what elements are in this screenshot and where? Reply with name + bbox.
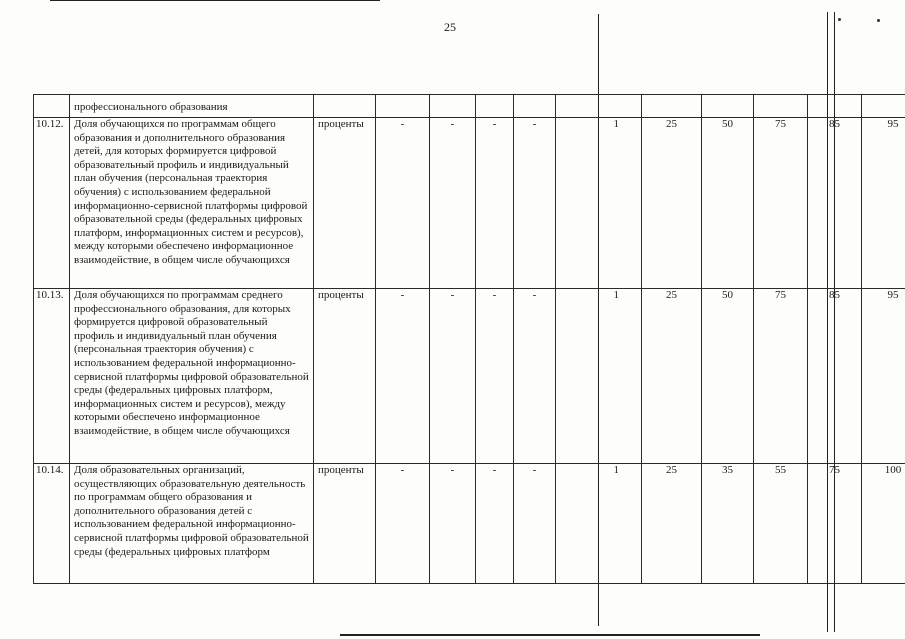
table-row-continued [34,95,905,118]
cell-value: 75 [754,118,808,289]
scan-artifact-top [50,0,380,1]
cell-index: 10.13. [34,289,70,464]
cell-value: - [514,289,556,464]
cell-value: - [376,118,430,289]
page-number: 25 [444,20,456,34]
cell-value: - [430,118,476,289]
cell-value [476,95,514,118]
cell-value: 1 [556,118,642,289]
cell-value [702,95,754,118]
cell-index: 10.12. [34,118,70,289]
cell-value: 75 [808,464,862,584]
table-row [34,118,905,289]
cell-value: - [514,464,556,584]
cell-value: 1 [556,289,642,464]
cell-value: 50 [702,289,754,464]
cell-value [754,95,808,118]
cell-description: профессионального образования [70,95,314,118]
cell-value: 25 [642,464,702,584]
cell-value: - [476,289,514,464]
cell-value: 95 [862,289,905,464]
cell-description: Доля обучающихся по программам общего образования и дополнительного образования детей, для которых формируется цифровой образовательный профиль и индивидуальный план обучения (персональная траектория обучения) с использованием федеральной информационно-сервисной платформы цифровой образовательной среды (федеральных цифровых платформ, информационных систем и ресурсов), между которыми обеспечено информационное взаимодействие, в общем числе обучающихся [70,118,314,289]
cell-value [808,95,862,118]
cell-description: Доля обучающихся по программам среднего профессионального образования, для которых формируется цифровой образовательный профиль и индивидуальный план обучения (персональная траектория обучения) с использованием федеральной информационно-сервисной платформы цифровой образовательной среды (федеральных цифровых платформ, информационных систем и ресурсов), между которыми обеспечено информационное взаимодействие, в общем числе обучающихся [70,289,314,464]
scan-artifact-bottom [340,634,760,636]
cell-value: 95 [862,118,905,289]
table-row [34,464,905,584]
cell-value [642,95,702,118]
cell-index [34,95,70,118]
table-row [34,289,905,464]
cell-description: Доля образовательных организаций, осуществляющих образовательную деятельность по программам общего образования и дополнительного образования детей с использованием федеральной информационно-сервисной платформы цифровой образовательной среды (федеральных цифровых платформ [70,464,314,584]
cell-value: 50 [702,118,754,289]
cell-value: - [376,464,430,584]
cell-value: - [476,118,514,289]
cell-value: - [476,464,514,584]
scan-dot [838,18,841,21]
cell-value: 85 [808,118,862,289]
cell-value: 1 [556,464,642,584]
cell-value [430,95,476,118]
cell-value: 85 [808,289,862,464]
cell-value: - [430,289,476,464]
scan-dot [877,19,880,22]
cell-value [862,95,905,118]
cell-value: 25 [642,118,702,289]
cell-value: 100 [862,464,905,584]
cell-value [376,95,430,118]
cell-unit: проценты [314,464,376,584]
indicators-table [33,94,905,584]
cell-value: 75 [754,289,808,464]
cell-value: 25 [642,289,702,464]
cell-value: 55 [754,464,808,584]
cell-value: 35 [702,464,754,584]
cell-value: - [514,118,556,289]
cell-value: - [376,289,430,464]
cell-value [514,95,556,118]
cell-unit [314,95,376,118]
cell-value: - [430,464,476,584]
cell-index: 10.14. [34,464,70,584]
cell-unit: проценты [314,118,376,289]
cell-unit: проценты [314,289,376,464]
cell-value [556,95,642,118]
